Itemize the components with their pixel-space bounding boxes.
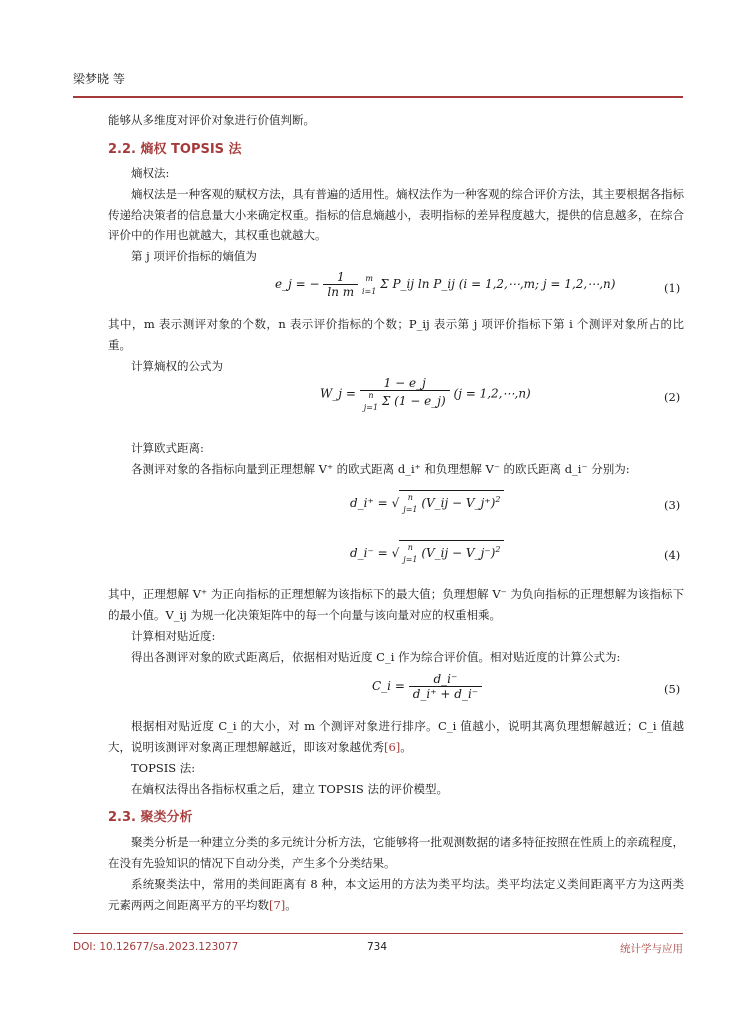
footer-page-number: 734 xyxy=(367,941,388,953)
paragraph-ranking xyxy=(108,716,684,757)
paragraph-entropy-value-intro: 第 j 项评价指标的熵值为 xyxy=(131,249,257,263)
equation-5-numerator: d_i⁻ xyxy=(409,672,482,687)
equation-5-fraction xyxy=(409,672,482,701)
equation-4-sum-lower: j=1 xyxy=(403,555,418,564)
equation-4-number: (4) xyxy=(664,548,681,562)
equation-1-sum-lower: i=1 xyxy=(361,286,377,296)
equation-1-numerator: 1 xyxy=(323,270,358,285)
equation-4: d_i⁻ = √ n j=1 (V_ij − V_j⁻)$^2$ xyxy=(350,540,504,564)
paragraph-ranking-end: 。 xyxy=(400,739,412,754)
paragraph-cluster-description: 聚类分析是一种建立分类的多元统计分析方法，它能够将一批观测数据的诸多特征按照在性质上的亲疏程度，在没有先验知识的情况下自动分类，产生多个分类结果。 xyxy=(108,835,684,870)
equation-1 xyxy=(275,270,615,299)
equation-1-body: Σ P_ij ln P_ij (i = 1,2,⋯,m; j = 1,2,⋯,n) xyxy=(380,277,616,291)
paragraph-topsis-description: 在熵权法得出各指标权重之后，建立 TOPSIS 法的评价模型。 xyxy=(131,782,448,796)
paragraph-cluster-method xyxy=(108,874,684,915)
equation-2-sum-lower: j=1 xyxy=(363,403,379,412)
equation-2-fraction xyxy=(360,376,450,412)
paragraph-topsis-label: TOPSIS 法: xyxy=(131,761,196,775)
footer-journal-name: 统计学与应用 xyxy=(620,943,683,955)
paragraph-symbol-definitions: 其中，m 表示测评对象的个数，n 表示评价指标的个数；P_ij 表示第 j 项评价指标下第 i 个测评对象所占的比重。 xyxy=(108,317,684,352)
paragraph-ideal-solution-definitions: 其中，正理想解 V⁺ 为正向指标的正理想解为该指标下的最大值；负理想解 V⁻ 为负向指标的正理想解为该指标下的最小值。V_ij 为规一化决策矩阵中的每一个向量与该向量对应的权重相乘。 xyxy=(108,587,684,622)
equation-2-number: (2) xyxy=(664,390,681,404)
equation-1-denominator: ln m xyxy=(327,285,355,299)
paragraph-euclid-description: 各测评对象的各指标向量到正理想解 V⁺ 的欧式距离 d_i⁺ 和负理想解 V⁻ 的欧氏距离 d_i⁻ 分别为: xyxy=(131,462,630,476)
equation-5-number: (5) xyxy=(664,682,681,696)
paragraph-closeness-label: 计算相对贴近度: xyxy=(131,629,216,643)
equation-4-sum-upper: n xyxy=(407,543,413,552)
equation-3-body: (V_ij − V_j⁺) xyxy=(421,496,496,510)
paragraph-ranking-text: 根据相对贴近度 C_i 的大小，对 m 个测评对象进行排序。C_i 值越小，说明其离负理想解越近；C_i 值越大，说明该测评对象离正理想解越近，即该对象越优秀 xyxy=(108,719,684,754)
equation-2-tail: (j = 1,2,⋯,n) xyxy=(453,386,531,401)
equation-2 xyxy=(320,376,531,412)
equation-1-sum-upper: m xyxy=(365,273,373,283)
paragraph-intro-tail: 能够从多维度对评价对象进行价值判断。 xyxy=(108,113,315,127)
equation-3: d_i⁺ = √ n j=1 (V_ij − V_j⁺)$^2$ xyxy=(350,490,504,514)
equation-3-exponent: 2 xyxy=(495,495,501,504)
equation-1-lhs: e_j = − xyxy=(275,277,320,291)
equation-2-numerator: 1 − e_j xyxy=(360,376,450,391)
running-header-author: 梁梦晓 等 xyxy=(73,72,125,86)
citation-6-link[interactable]: [6] xyxy=(384,739,401,754)
equation-3-sum-upper: n xyxy=(407,493,413,502)
equation-5-lhs: C_i = xyxy=(372,679,405,693)
equation-5 xyxy=(372,672,482,701)
paragraph-closeness-description: 得出各测评对象的欧式距离后，依据相对贴近度 C_i 作为综合评价值。相对贴近度的计算公式为: xyxy=(131,650,621,664)
footer-doi[interactable]: DOI: 10.12677/sa.2023.123077 xyxy=(73,941,239,953)
footer-rule xyxy=(73,933,683,934)
section-heading-2-3: 2.3. 聚类分析 xyxy=(108,810,193,825)
equation-3-lhs: d_i⁺ = xyxy=(350,496,388,510)
equation-3-number: (3) xyxy=(664,498,681,512)
paragraph-cluster-method-end: 。 xyxy=(285,897,297,912)
paragraph-entropy-label: 熵权法: xyxy=(131,166,170,180)
equation-5-denominator: d_i⁺ + d_i⁻ xyxy=(412,687,479,701)
paragraph-cluster-method-text: 系统聚类法中，常用的类间距离有 8 种，本文运用的方法为类平均法。类平均法定义类间距离平方为这两类元素两两之间距离平方的平均数 xyxy=(108,877,684,912)
section-heading-2-2: 2.2. 熵权 TOPSIS 法 xyxy=(108,142,242,157)
equation-1-number: (1) xyxy=(664,281,681,295)
paragraph-weight-formula-intro: 计算熵权的公式为 xyxy=(131,359,223,373)
equation-4-body: (V_ij − V_j⁻) xyxy=(421,546,496,560)
equation-3-sum-lower: j=1 xyxy=(403,505,418,514)
paragraph-entropy-description: 熵权法是一种客观的赋权方法，具有普遍的适用性。熵权法作为一种客观的综合评价方法，其主要根据各指标传递给决策者的信息量大小来确定权重。指标的信息熵越小，表明指标的差异程度越大，提供的信息越多，在综合评价中的作用也就越大，其权重也就越大。 xyxy=(108,187,684,242)
paragraph-euclid-label: 计算欧式距离: xyxy=(131,441,204,455)
equation-1-fraction xyxy=(323,270,358,299)
equation-4-exponent: 2 xyxy=(495,545,501,554)
citation-7-link[interactable]: [7] xyxy=(269,897,286,912)
equation-2-sum-upper: n xyxy=(368,391,374,400)
header-rule xyxy=(73,96,683,98)
equation-2-denominator: Σ (1 − e_j) xyxy=(381,394,446,408)
equation-4-lhs: d_i⁻ = xyxy=(350,546,388,560)
equation-2-lhs: W_j = xyxy=(320,386,356,401)
